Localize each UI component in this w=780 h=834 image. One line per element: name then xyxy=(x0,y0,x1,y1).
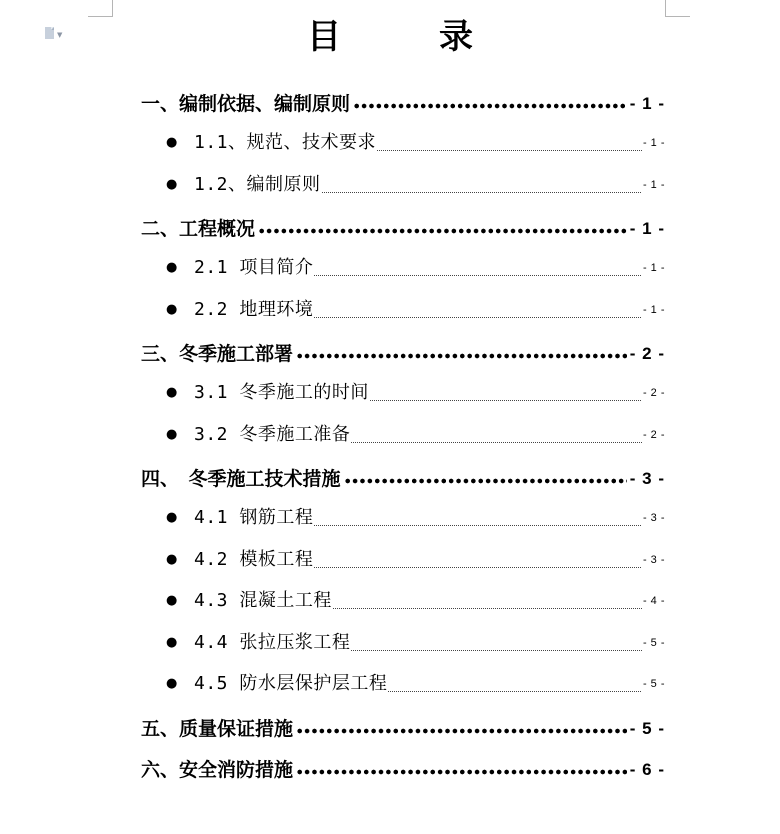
toc-subentry-label: 4.3 混凝土工程 xyxy=(194,590,332,611)
toc-subentry-label: 2.1 项目简介 xyxy=(194,257,314,278)
toc-subentry-label: 3.2 冬季施工准备 xyxy=(194,424,351,445)
toc-page-number: - 5 - xyxy=(642,637,665,649)
toc-subentry-label: 4.4 张拉压浆工程 xyxy=(194,632,351,653)
toc-page-number: - 1 - xyxy=(629,219,665,238)
toc-subentry[interactable] xyxy=(166,382,665,404)
toc-page-number: - 5 - xyxy=(629,719,665,738)
toc-heading-3[interactable] xyxy=(141,342,665,366)
bullet-icon: ● xyxy=(166,427,178,442)
toc-subentry[interactable] xyxy=(166,549,665,571)
bullet-icon: ● xyxy=(166,260,178,275)
toc-heading-1[interactable] xyxy=(141,92,665,116)
toc-page-number: - 5 - xyxy=(642,678,665,690)
toc-subentry[interactable] xyxy=(166,507,665,529)
toc-title: 目 录 xyxy=(307,17,505,57)
toc-page-number: - 1 - xyxy=(642,262,665,274)
bullet-icon: ● xyxy=(166,676,178,691)
bullet-icon: ● xyxy=(166,593,178,608)
toc-dot-leader xyxy=(351,632,642,654)
toc-page-number: - 2 - xyxy=(642,387,665,399)
toc-subentry-label: 4.1 钢筋工程 xyxy=(194,507,314,528)
bullet-icon: ● xyxy=(166,302,178,317)
toc-subentry[interactable] xyxy=(166,257,665,279)
toc-dot-leader xyxy=(314,549,642,571)
bullet-icon: ● xyxy=(166,385,178,400)
toc-subentry[interactable] xyxy=(166,673,665,695)
toc-page-number: - 3 - xyxy=(629,469,665,488)
toc-dot-leader xyxy=(314,299,642,321)
toc-dot-leader xyxy=(296,717,627,741)
toc-heading-5[interactable] xyxy=(141,717,665,741)
toc-heading-label: 四、 冬季施工技术措施 xyxy=(141,468,341,490)
toc-heading-2[interactable] xyxy=(141,217,665,241)
toc-page-number: - 1 - xyxy=(642,304,665,316)
toc-heading-label: 六、安全消防措施 xyxy=(141,759,294,781)
toc-page-number: - 1 - xyxy=(642,137,665,149)
toc-heading-label: 一、编制依据、编制原则 xyxy=(141,93,351,115)
toc-page-number: - 2 - xyxy=(629,344,665,363)
toc-dot-leader xyxy=(377,132,642,154)
toc-subentry-label: 4.5 防水层保护层工程 xyxy=(194,673,388,694)
toc-page-number: - 3 - xyxy=(642,554,665,566)
toc-dot-leader xyxy=(370,382,642,404)
toc-heading-label: 二、工程概况 xyxy=(141,218,256,240)
toc-subentry[interactable] xyxy=(166,132,665,154)
toc-dot-leader xyxy=(344,467,627,491)
toc-dot-leader xyxy=(314,507,642,529)
toc-subentry-label: 3.1 冬季施工的时间 xyxy=(194,382,369,403)
toc-page-number: - 1 - xyxy=(642,179,665,191)
toc-page-number: - 3 - xyxy=(642,512,665,524)
toc-dot-leader xyxy=(353,92,627,116)
toc-page-number: - 6 - xyxy=(629,760,665,779)
bullet-icon: ● xyxy=(166,510,178,525)
toc-dot-leader xyxy=(322,174,642,196)
toc-dot-leader xyxy=(388,673,642,695)
toc-page-number: - 2 - xyxy=(642,429,665,441)
toc-heading-6[interactable] xyxy=(141,758,665,782)
toc-heading-label: 三、冬季施工部署 xyxy=(141,343,294,365)
bullet-icon: ● xyxy=(166,177,178,192)
toc-subentry[interactable] xyxy=(166,424,665,446)
toc-dot-leader xyxy=(351,424,642,446)
toc-dot-leader xyxy=(296,342,627,366)
toc-heading-label: 五、质量保证措施 xyxy=(141,718,294,740)
toc-subentry-label: 1.2、编制原则 xyxy=(194,174,321,195)
toc-dot-leader xyxy=(314,257,642,279)
toc-subentry-label: 1.1、规范、技术要求 xyxy=(194,132,377,153)
toc-subentry[interactable] xyxy=(166,632,665,654)
toc-subentry-label: 2.2 地理环境 xyxy=(194,299,314,320)
toc-subentry-label: 4.2 模板工程 xyxy=(194,549,314,570)
toc-dot-leader xyxy=(333,590,642,612)
toc-dot-leader xyxy=(296,758,627,782)
toc-dot-leader xyxy=(258,217,627,241)
toc-heading-4[interactable] xyxy=(141,467,665,491)
toc-subentry[interactable] xyxy=(166,590,665,612)
chevron-down-icon[interactable]: ▼ xyxy=(57,31,63,39)
toc-subentry[interactable] xyxy=(166,174,665,196)
bullet-icon: ● xyxy=(166,635,178,650)
toc-subentry[interactable] xyxy=(166,299,665,321)
toc-page-number: - 1 - xyxy=(629,94,665,113)
bullet-icon: ● xyxy=(166,552,178,567)
bullet-icon: ● xyxy=(166,135,178,150)
toc-page-number: - 4 - xyxy=(642,595,665,607)
